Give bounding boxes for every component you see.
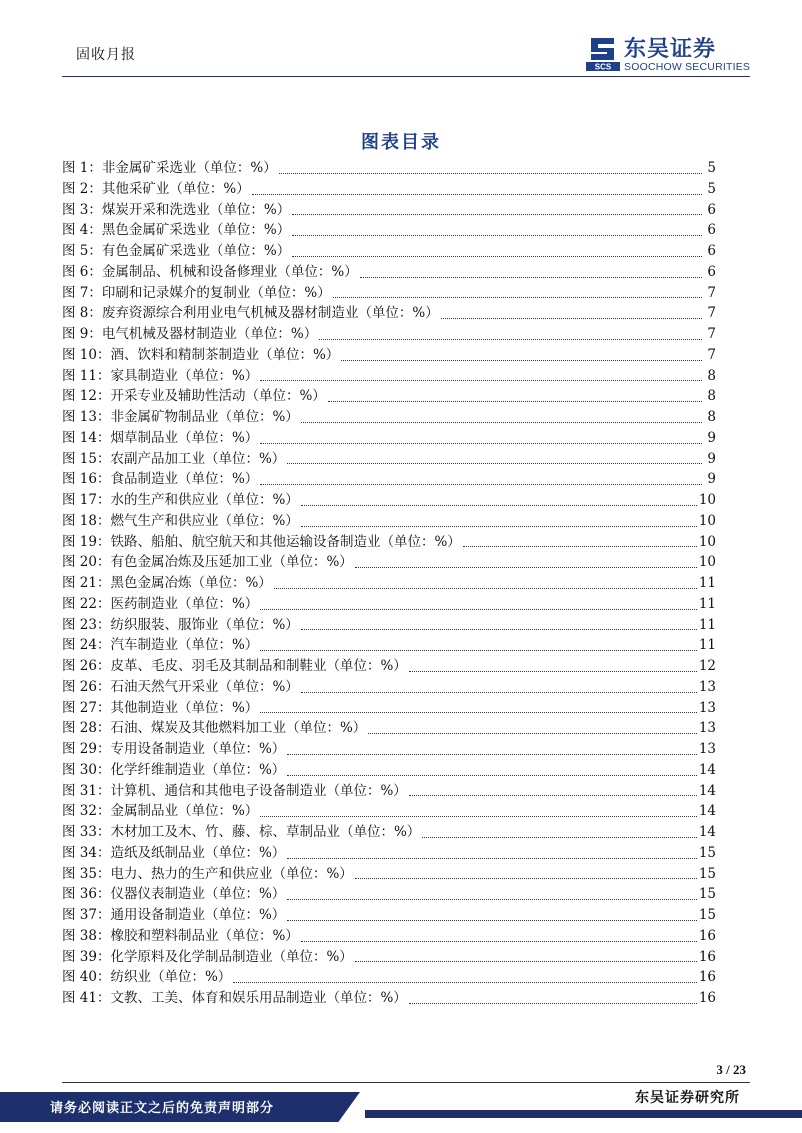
toc-leader-dots [233, 962, 697, 983]
footer-divider [62, 1082, 750, 1083]
toc-entry-label: 图 21：黑色金属冶炼（单位：%） [62, 575, 272, 591]
toc-entry-label: 图 18：燃气生产和供应业（单位：%） [62, 512, 299, 529]
toc-entry-label: 图 1：非金属矿采选业（单位：%） [62, 160, 277, 176]
toc-entry-page: 9 [707, 450, 716, 467]
toc-leader-dots [260, 796, 697, 817]
toc-entry-page: 16 [698, 990, 716, 1006]
toc-leader-dots [292, 215, 702, 236]
toc-entry-label: 图 32：金属制品业（单位：%） [62, 803, 259, 820]
toc-leader-dots [260, 630, 697, 651]
toc-entry-page: 6 [707, 263, 716, 280]
toc-leader-dots [287, 838, 697, 859]
toc-entry-label: 图 6：金属制品、机械和设备修理业（单位：%） [62, 263, 358, 280]
toc-entry-page: 10 [698, 533, 716, 550]
page-indicator: 3 / 23 [716, 1062, 746, 1077]
toc-leader-dots [441, 298, 702, 319]
toc-entry-label: 图 30：化学纤维制造业（单位：%） [62, 761, 286, 778]
toc-entry-page: 6 [707, 243, 716, 259]
toc-entry-page: 14 [698, 761, 716, 778]
toc-entry-label: 图 29：专用设备制造业（单位：%） [62, 741, 286, 757]
footer-stripe [365, 1110, 802, 1118]
company-logo [586, 32, 751, 76]
toc-entry-page: 8 [707, 388, 716, 405]
toc-leader-dots [301, 921, 697, 942]
toc-leader-dots [260, 423, 702, 444]
toc-leader-dots [287, 755, 697, 776]
toc-entry-page: 8 [707, 367, 716, 384]
toc-entry-page: 10 [698, 512, 716, 529]
toc-entry-page: 12 [698, 658, 716, 674]
toc-entry-label: 图 31：计算机、通信和其他电子设备制造业（单位：%） [62, 782, 407, 799]
toc-entry-label: 图 8：废弃资源综合利用业电气机械及器材制造业（单位：%） [62, 305, 439, 322]
toc-entry-page: 14 [698, 782, 716, 799]
toc-entry-label: 图 12：开采专业及辅助性活动（单位：%） [62, 388, 326, 405]
toc-leader-dots [409, 776, 697, 797]
toc-entry-page: 9 [707, 471, 716, 488]
toc-leader-dots [287, 734, 697, 755]
toc-entry[interactable] [62, 988, 716, 1009]
toc-title: 图表目录 [361, 132, 441, 153]
toc-leader-dots [355, 547, 697, 568]
toc-leader-dots [274, 568, 697, 589]
institute-name: 东吴证券研究所 [635, 1090, 740, 1106]
toc-leader-dots [355, 942, 697, 963]
toc-entry-page: 15 [698, 907, 716, 923]
toc-entry-page: 13 [698, 699, 716, 716]
toc-entry-label: 图 13：非金属矿物制品业（单位：%） [62, 409, 299, 425]
toc-entry-page: 7 [707, 284, 716, 301]
toc-entry-label: 图 5：有色金属矿采选业（单位：%） [62, 243, 291, 259]
table-of-figures [62, 158, 716, 1009]
toc-leader-dots [260, 464, 702, 485]
toc-entry-page: 11 [698, 575, 716, 591]
toc-entry-page: 15 [698, 886, 716, 903]
toc-entry-page: 16 [698, 948, 716, 965]
toc-entry-label: 图 38：橡胶和塑料制品业（单位：%） [62, 927, 299, 944]
soochow-logo-mark-icon [586, 34, 620, 72]
toc-entry-page: 15 [698, 844, 716, 861]
toc-entry-label: 图 16：食品制造业（单位：%） [62, 471, 259, 488]
toc-entry-label: 图 27：其他制造业（单位：%） [62, 699, 259, 716]
toc-entry-page: 6 [707, 201, 716, 218]
toc-entry-label: 图 40：纺织业（单位：%） [62, 969, 232, 986]
toc-entry-page: 5 [707, 160, 716, 176]
toc-entry-label: 图 11：家具制造业（单位：%） [62, 367, 259, 384]
toc-entry-label: 图 3：煤炭开采和洗选业（单位：%） [62, 201, 291, 218]
toc-entry-page: 14 [698, 803, 716, 820]
toc-leader-dots [355, 859, 697, 880]
toc-entry-page: 11 [698, 616, 716, 633]
toc-entry-page: 13 [698, 741, 716, 757]
toc-leader-dots [292, 236, 702, 257]
toc-entry-page: 8 [707, 409, 716, 425]
toc-leader-dots [260, 589, 697, 610]
toc-leader-dots [301, 506, 697, 527]
toc-entry-label: 图 23：纺织服装、服饰业（单位：%） [62, 616, 299, 633]
toc-entry-page: 7 [707, 346, 716, 363]
toc-entry-label: 图 41：文教、工美、体育和娱乐用品制造业（单位：%） [62, 990, 407, 1006]
header-divider [62, 76, 750, 77]
toc-entry-page: 7 [707, 326, 716, 342]
toc-entry-label: 图 9：电气机械及器材制造业（单位：%） [62, 326, 318, 342]
toc-leader-dots [422, 817, 697, 838]
toc-entry-label: 图 14：烟草制品业（单位：%） [62, 429, 259, 446]
toc-entry-label: 图 24：汽车制造业（单位：%） [62, 637, 259, 654]
toc-leader-dots [463, 527, 697, 548]
toc-entry-page: 11 [698, 595, 716, 612]
toc-entry-label: 图 35：电力、热力的生产和供应业（单位：%） [62, 865, 353, 882]
toc-entry-page: 11 [698, 637, 716, 654]
toc-leader-dots [301, 610, 697, 631]
toc-leader-dots [260, 361, 702, 382]
toc-entry-label: 图 36：仪器仪表制造业（单位：%） [62, 886, 286, 903]
toc-entry-page: 6 [707, 222, 716, 239]
toc-leader-dots [287, 879, 697, 900]
toc-entry-label: 图 2：其他采矿业（单位：%） [62, 180, 250, 197]
toc-leader-dots [341, 340, 702, 361]
toc-leader-dots [368, 713, 697, 734]
toc-entry-label: 图 26：皮革、毛皮、羽毛及其制品和制鞋业（单位：%） [62, 658, 407, 674]
toc-entry-page: 10 [698, 554, 716, 571]
toc-leader-dots [409, 983, 697, 1004]
toc-entry-page: 10 [698, 492, 716, 508]
disclaimer-text: 请务必阅读正文之后的免责声明部分 [50, 1101, 275, 1116]
toc-entry-label: 图 15：农副产品加工业（单位：%） [62, 450, 286, 467]
toc-entry-label: 图 34：造纸及纸制品业（单位：%） [62, 844, 286, 861]
toc-leader-dots [301, 485, 697, 506]
toc-entry-page: 7 [707, 305, 716, 322]
toc-entry-page: 13 [698, 720, 716, 737]
toc-entry-page: 16 [698, 927, 716, 944]
toc-leader-dots [409, 651, 697, 672]
toc-entry-page: 14 [698, 824, 716, 840]
toc-leader-dots [301, 672, 697, 693]
toc-leader-dots [252, 174, 702, 195]
toc-leader-dots [319, 319, 702, 340]
toc-entry-label: 图 28：石油、煤炭及其他燃料加工业（单位：%） [62, 720, 367, 737]
toc-entry-label: 图 33：木材加工及木、竹、藤、棕、草制品业（单位：%） [62, 824, 421, 840]
toc-leader-dots [328, 381, 702, 402]
toc-leader-dots [287, 444, 702, 465]
toc-entry-page: 5 [707, 180, 716, 197]
logo-name-en: SOOCHOW SECURITIES [624, 61, 751, 73]
toc-leader-dots [260, 693, 697, 714]
toc-leader-dots [301, 402, 702, 423]
logo-name-cn: 东吴证券 [624, 37, 717, 62]
toc-leader-dots [279, 153, 702, 174]
toc-leader-dots [292, 195, 702, 216]
logo-mark-text: SCS [594, 62, 612, 72]
toc-entry-page: 15 [698, 865, 716, 882]
toc-leader-dots [287, 900, 697, 921]
toc-entry-page: 13 [698, 678, 716, 695]
toc-leader-dots [333, 278, 702, 299]
toc-entry-page: 16 [698, 969, 716, 986]
toc-entry-label: 图 10：酒、饮料和精制茶制造业（单位：%） [62, 346, 340, 363]
toc-entry-page: 9 [707, 429, 716, 446]
toc-entry-label: 图 17：水的生产和供应业（单位：%） [62, 492, 299, 508]
toc-entry-label: 图 4：黑色金属矿采选业（单位：%） [62, 222, 291, 239]
toc-entry-label: 图 39：化学原料及化学制品制造业（单位：%） [62, 948, 353, 965]
toc-entry-label: 图 26：石油天然气开采业（单位：%） [62, 678, 299, 695]
toc-entry-label: 图 19：铁路、船舶、航空航天和其他运输设备制造业（单位：%） [62, 533, 461, 550]
toc-entry-label: 图 20：有色金属冶炼及压延加工业（单位：%） [62, 554, 353, 571]
toc-entry-label: 图 37：通用设备制造业（单位：%） [62, 907, 286, 923]
toc-entry-label: 图 7：印刷和记录媒介的复制业（单位：%） [62, 284, 331, 301]
report-type-label: 固收月报 [76, 47, 136, 63]
toc-leader-dots [360, 257, 702, 278]
toc-entry-label: 图 22：医药制造业（单位：%） [62, 595, 259, 612]
